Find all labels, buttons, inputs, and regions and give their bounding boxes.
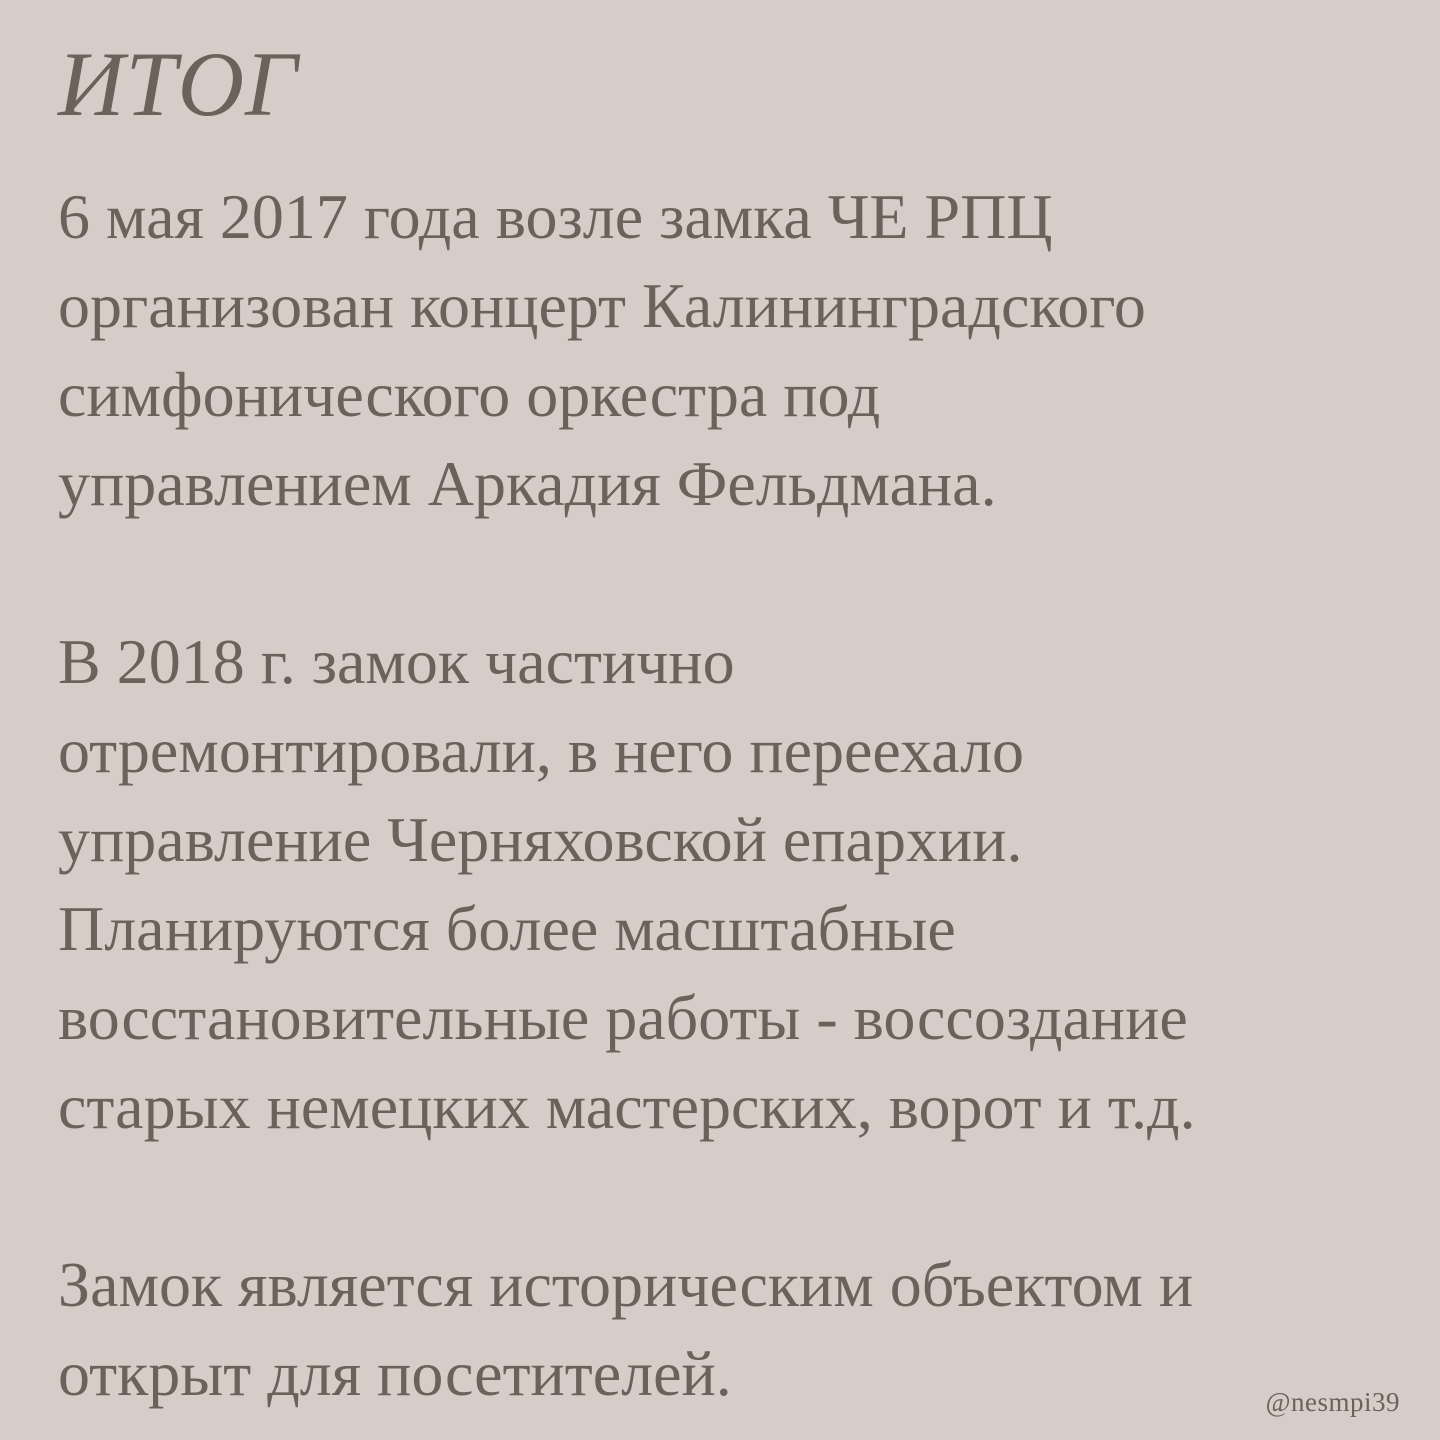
page-title: ИТОГ — [58, 33, 299, 135]
text-line: открыт для посетителей. — [58, 1338, 732, 1409]
text-line: управление Черняховской епархии. — [58, 804, 1023, 875]
text-line: управлением Аркадия Фельдмана. — [58, 448, 997, 519]
text-line: В 2018 г. замок частично — [58, 626, 735, 697]
paragraph-spacer — [58, 1151, 1378, 1240]
text-line: отремонтировали, в него переехало — [58, 715, 1025, 786]
author-handle: @nesmpi39 — [1265, 1387, 1400, 1417]
text-line: симфонического оркестра под — [58, 359, 881, 430]
paragraph-concert — [58, 172, 1378, 528]
paragraph-visitors — [58, 1240, 1378, 1418]
text-line: Замок является историческим объектом и — [58, 1249, 1194, 1320]
text-line: восстановительные работы - воссоздание — [58, 982, 1188, 1053]
text-line: Планируются более масштабные — [58, 893, 956, 964]
text-line: старых немецких мастерских, ворот и т.д. — [58, 1071, 1196, 1142]
body-text — [58, 172, 1378, 1418]
paragraph-restoration — [58, 617, 1378, 1151]
text-line: 6 мая 2017 года возле замка ЧЕ РПЦ — [58, 181, 1053, 252]
paragraph-spacer — [58, 528, 1378, 617]
text-line: организован концерт Калининградского — [58, 270, 1146, 341]
